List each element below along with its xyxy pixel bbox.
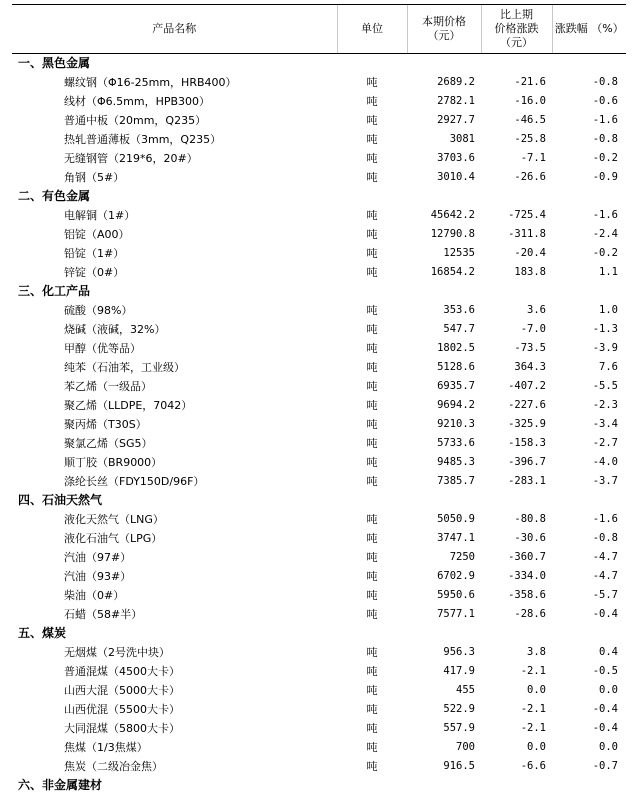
price-change-cell: -80.8 (514, 513, 546, 525)
change-percent-cell: 0.0 (599, 741, 618, 753)
unit-cell: 吨 (366, 475, 378, 488)
table-row (12, 301, 626, 320)
change-percent-cell: -0.2 (592, 247, 618, 259)
product-name-cell: 无烟煤（2号洗中块） (64, 646, 170, 659)
unit-cell: 吨 (366, 152, 378, 165)
change-percent-cell: -0.4 (592, 722, 618, 734)
unit-cell: 吨 (366, 608, 378, 621)
change-percent-cell: -2.4 (592, 228, 618, 240)
unit-cell: 吨 (366, 266, 378, 279)
price-change-cell: -325.9 (508, 418, 546, 430)
change-percent-cell: -0.6 (592, 95, 618, 107)
table-row (12, 605, 626, 624)
price-change-cell: -334.0 (508, 570, 546, 582)
change-percent-cell: -3.4 (592, 418, 618, 430)
table-row (12, 130, 626, 149)
table-row (12, 586, 626, 605)
price-change-cell: -21.6 (514, 76, 546, 88)
product-name-cell: 液化天然气（LNG） (64, 513, 164, 526)
header-change-percent: 涨跌幅 （%） (552, 5, 626, 54)
price-change-cell: -2.1 (520, 665, 546, 677)
product-name-cell: 聚丙烯（T30S） (64, 418, 147, 431)
category-title: 六、非金属建材 (18, 778, 103, 792)
price-change-cell: -358.6 (508, 589, 546, 601)
price-cell: 700 (456, 741, 475, 753)
unit-cell: 吨 (366, 171, 378, 184)
price-change-cell: 364.3 (514, 361, 546, 373)
category-title: 五、煤炭 (18, 626, 67, 640)
table-row (12, 149, 626, 168)
unit-cell: 吨 (366, 228, 378, 241)
change-percent-cell: 0.0 (599, 684, 618, 696)
change-percent-cell: -5.5 (592, 380, 618, 392)
price-change-cell: 3.6 (527, 304, 546, 316)
table-row (12, 73, 626, 92)
product-name-cell: 柴油（0#） (64, 589, 125, 602)
unit-cell: 吨 (366, 323, 378, 336)
table-row (12, 415, 626, 434)
product-name-cell: 涤纶长丝（FDY150D/96F） (64, 475, 205, 488)
table-row (12, 529, 626, 548)
table-row (12, 263, 626, 282)
change-percent-cell: -0.8 (592, 76, 618, 88)
unit-cell: 吨 (366, 532, 378, 545)
product-name-cell: 铅锭（1#） (64, 247, 125, 260)
price-cell: 1802.5 (437, 342, 475, 354)
table-row (12, 700, 626, 719)
product-name-cell: 纯苯（石油苯，工业级） (64, 361, 185, 374)
price-change-cell: -25.8 (514, 133, 546, 145)
change-percent-cell: -0.5 (592, 665, 618, 677)
change-percent-cell: -4.0 (592, 456, 618, 468)
price-cell: 45642.2 (430, 209, 475, 221)
price-change-cell: -283.1 (508, 475, 546, 487)
product-name-cell: 大同混煤（5800大卡） (64, 722, 180, 735)
change-percent-cell: -0.2 (592, 152, 618, 164)
product-name-cell: 无缝钢管（219*6，20#） (64, 152, 198, 165)
table-row (12, 472, 626, 491)
unit-cell: 吨 (366, 247, 378, 260)
table-row (12, 567, 626, 586)
price-cell: 3703.6 (437, 152, 475, 164)
table-row (12, 548, 626, 567)
table-row (12, 453, 626, 472)
price-cell: 5128.6 (437, 361, 475, 373)
price-cell: 3081 (449, 133, 475, 145)
category-row (12, 54, 626, 74)
price-change-cell: -28.6 (514, 608, 546, 620)
table-row (12, 643, 626, 662)
table-row (12, 681, 626, 700)
price-change-cell: -46.5 (514, 114, 546, 126)
price-change-cell: 0.0 (527, 741, 546, 753)
change-percent-cell: 7.6 (599, 361, 618, 373)
table-row (12, 434, 626, 453)
unit-cell: 吨 (366, 570, 378, 583)
price-cell: 956.3 (443, 646, 475, 658)
table-row (12, 320, 626, 339)
price-cell: 916.5 (443, 760, 475, 772)
product-name-cell: 普通中板（20mm，Q235） (64, 114, 207, 127)
product-name-cell: 普通混煤（4500大卡） (64, 665, 180, 678)
unit-cell: 吨 (366, 703, 378, 716)
price-change-cell: -725.4 (508, 209, 546, 221)
product-name-cell: 山西大混（5000大卡） (64, 684, 180, 697)
change-percent-cell: -5.7 (592, 589, 618, 601)
product-name-cell: 聚乙烯（LLDPE，7042） (64, 399, 193, 412)
product-name-cell: 顺丁胶（BR9000） (64, 456, 163, 469)
product-name-cell: 电解铜（1#） (64, 209, 136, 222)
price-cell: 2927.7 (437, 114, 475, 126)
product-name-cell: 热轧普通薄板（3mm，Q235） (64, 133, 222, 146)
unit-cell: 吨 (366, 437, 378, 450)
unit-cell: 吨 (366, 114, 378, 127)
price-change-cell: -2.1 (520, 703, 546, 715)
unit-cell: 吨 (366, 361, 378, 374)
product-name-cell: 硫酸（98%） (64, 304, 133, 317)
change-percent-cell: -2.7 (592, 437, 618, 449)
product-name-cell: 焦煤（1/3焦煤） (64, 741, 148, 754)
price-cell: 6702.9 (437, 570, 475, 582)
price-cell: 12535 (443, 247, 475, 259)
price-cell: 6935.7 (437, 380, 475, 392)
product-name-cell: 液化石油气（LPG） (64, 532, 163, 545)
table-row (12, 738, 626, 757)
unit-cell: 吨 (366, 456, 378, 469)
table-row (12, 510, 626, 529)
price-cell: 5050.9 (437, 513, 475, 525)
price-cell: 9694.2 (437, 399, 475, 411)
price-cell: 547.7 (443, 323, 475, 335)
price-cell: 5950.6 (437, 589, 475, 601)
change-percent-cell: -1.6 (592, 114, 618, 126)
table-row (12, 225, 626, 244)
price-cell: 5733.6 (437, 437, 475, 449)
unit-cell: 吨 (366, 418, 378, 431)
product-name-cell: 锌锭（0#） (64, 266, 125, 279)
category-row (12, 624, 626, 643)
category-row (12, 187, 626, 206)
price-change-cell: -2.1 (520, 722, 546, 734)
price-change-cell: -396.7 (508, 456, 546, 468)
table-row (12, 168, 626, 187)
change-percent-cell: -0.8 (592, 532, 618, 544)
change-percent-cell: -0.4 (592, 608, 618, 620)
unit-cell: 吨 (366, 760, 378, 773)
product-name-cell: 螺纹钢（Φ16-25mm，HRB400） (64, 76, 237, 89)
price-cell: 3747.1 (437, 532, 475, 544)
unit-cell: 吨 (366, 133, 378, 146)
price-cell: 2782.1 (437, 95, 475, 107)
table-row (12, 111, 626, 130)
change-percent-cell: -3.7 (592, 475, 618, 487)
table-row (12, 206, 626, 225)
price-cell: 9210.3 (437, 418, 475, 430)
category-title: 四、石油天然气 (18, 493, 103, 507)
table-row (12, 92, 626, 111)
category-row (12, 491, 626, 510)
product-name-cell: 石蜡（58#半） (64, 608, 143, 621)
product-name-cell: 烧碱（液碱，32%） (64, 323, 166, 336)
unit-cell: 吨 (366, 741, 378, 754)
unit-cell: 吨 (366, 513, 378, 526)
product-name-cell: 聚氯乙烯（SG5） (64, 437, 153, 450)
change-percent-cell: -4.7 (592, 570, 618, 582)
category-row (12, 282, 626, 301)
unit-cell: 吨 (366, 209, 378, 222)
unit-cell: 吨 (366, 551, 378, 564)
price-change-cell: -7.1 (520, 152, 546, 164)
change-percent-cell: -0.4 (592, 703, 618, 715)
header-unit: 单位 (337, 5, 407, 54)
table-row (12, 757, 626, 776)
change-percent-cell: 1.0 (599, 304, 618, 316)
product-name-cell: 苯乙烯（一级品） (64, 380, 152, 393)
table-row (12, 719, 626, 738)
product-name-cell: 汽油（97#） (64, 551, 132, 564)
price-change-cell: -311.8 (508, 228, 546, 240)
product-name-cell: 铝锭（A00） (64, 228, 130, 241)
price-cell: 522.9 (443, 703, 475, 715)
price-change-cell: -30.6 (514, 532, 546, 544)
price-cell: 9485.3 (437, 456, 475, 468)
price-cell: 353.6 (443, 304, 475, 316)
price-cell: 16854.2 (430, 266, 475, 278)
change-percent-cell: -1.3 (592, 323, 618, 335)
unit-cell: 吨 (366, 665, 378, 678)
price-cell: 7577.1 (437, 608, 475, 620)
price-change-cell: 183.8 (514, 266, 546, 278)
price-change-cell: 0.0 (527, 684, 546, 696)
header-current-price: 本期价格 （元） (407, 5, 481, 54)
table-row (12, 339, 626, 358)
price-cell: 557.9 (443, 722, 475, 734)
price-change-cell: -7.0 (520, 323, 546, 335)
category-title: 二、有色金属 (18, 189, 91, 203)
price-cell: 12790.8 (430, 228, 475, 240)
change-percent-cell: -1.6 (592, 513, 618, 525)
change-percent-cell: -4.7 (592, 551, 618, 563)
table-row (12, 244, 626, 263)
price-cell: 7250 (449, 551, 475, 563)
price-cell: 417.9 (443, 665, 475, 677)
change-percent-cell: -1.6 (592, 209, 618, 221)
price-cell: 3010.4 (437, 171, 475, 183)
header-product-name: 产品名称 (12, 5, 337, 54)
price-change-cell: -360.7 (508, 551, 546, 563)
header-price-change: 比上期 价格涨跌 （元） (481, 5, 552, 54)
category-row (12, 776, 626, 795)
price-change-cell: -26.6 (514, 171, 546, 183)
product-name-cell: 线材（Φ6.5mm，HPB300） (64, 95, 211, 108)
unit-cell: 吨 (366, 646, 378, 659)
unit-cell: 吨 (366, 304, 378, 317)
product-name-cell: 汽油（93#） (64, 570, 132, 583)
product-name-cell: 甲醇（优等品） (64, 342, 141, 355)
change-percent-cell: 0.4 (599, 646, 618, 658)
table-body (12, 54, 626, 796)
table-row (12, 358, 626, 377)
change-percent-cell: -0.8 (592, 133, 618, 145)
unit-cell: 吨 (366, 342, 378, 355)
price-change-cell: 3.8 (527, 646, 546, 658)
change-percent-cell: -3.9 (592, 342, 618, 354)
price-change-cell: -20.4 (514, 247, 546, 259)
product-name-cell: 焦炭（二级冶金焦） (64, 760, 163, 773)
change-percent-cell: -0.7 (592, 760, 618, 772)
price-change-cell: -158.3 (508, 437, 546, 449)
category-title: 一、黑色金属 (18, 56, 91, 70)
unit-cell: 吨 (366, 722, 378, 735)
table-row (12, 377, 626, 396)
change-percent-cell: -0.9 (592, 171, 618, 183)
price-cell: 2689.2 (437, 76, 475, 88)
category-title: 三、化工产品 (18, 284, 91, 298)
unit-cell: 吨 (366, 399, 378, 412)
unit-cell: 吨 (366, 76, 378, 89)
unit-cell: 吨 (366, 589, 378, 602)
product-name-cell: 山西优混（5500大卡） (64, 703, 180, 716)
price-cell: 455 (456, 684, 475, 696)
price-change-cell: -407.2 (508, 380, 546, 392)
price-change-cell: -73.5 (514, 342, 546, 354)
table-header-row (12, 5, 626, 54)
price-cell: 7385.7 (437, 475, 475, 487)
unit-cell: 吨 (366, 380, 378, 393)
price-table (12, 4, 626, 795)
product-name-cell: 角钢（5#） (64, 171, 125, 184)
unit-cell: 吨 (366, 684, 378, 697)
change-percent-cell: 1.1 (599, 266, 618, 278)
unit-cell: 吨 (366, 95, 378, 108)
table-row (12, 396, 626, 415)
price-change-cell: -16.0 (514, 95, 546, 107)
change-percent-cell: -2.3 (592, 399, 618, 411)
price-change-cell: -6.6 (520, 760, 546, 772)
table-row (12, 662, 626, 681)
price-change-cell: -227.6 (508, 399, 546, 411)
